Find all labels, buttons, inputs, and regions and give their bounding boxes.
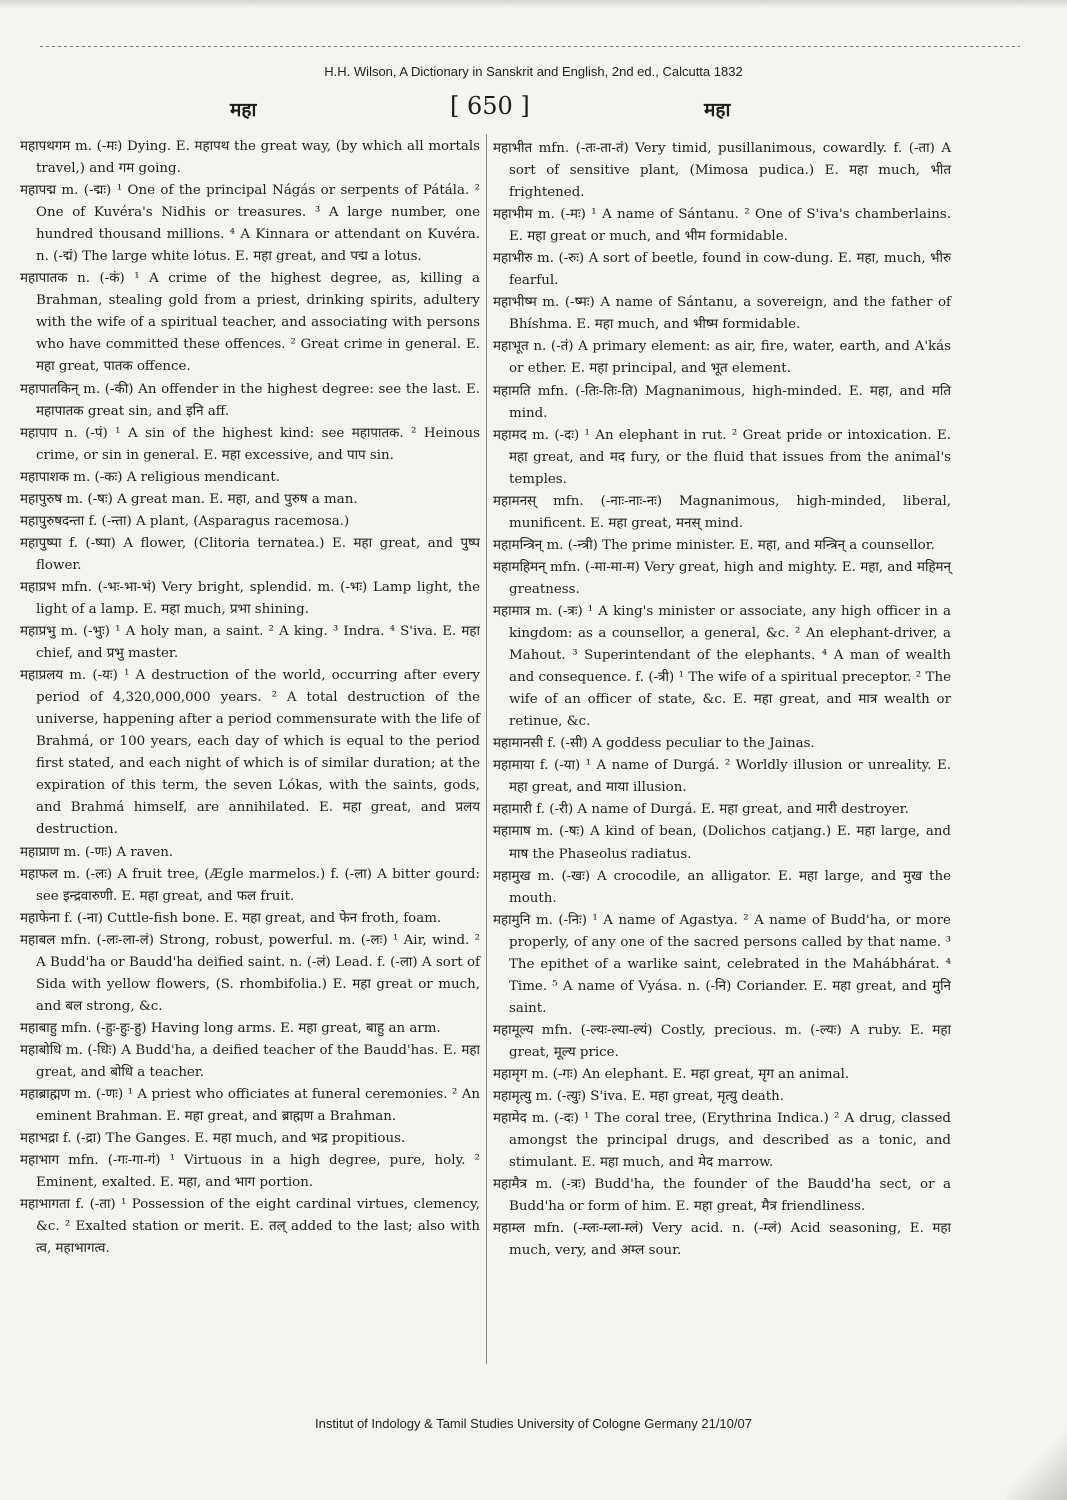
dictionary-entry: महामेद m. (-दः) ¹ The coral tree, (Erythrina Indica.) ² A drug, classed amongst the principal drugs, and described as a tonic, and stimulant. E. महा much, and मेद marrow. [493,1111,951,1171]
dictionary-entry: महापातक n. (-कं) ¹ A crime of the highest degree, as, killing a Brahman, stealing gold from a priest, drinking spirits, adultery with the wife of a spiritual teacher, and associating with persons who have committed these offences. ² Great crime in general. E. महा great, पातक offence. [20,271,480,375]
page-header [0,92,1067,126]
dictionary-entry: महाभागता f. (-ता) ¹ Possession of the eight cardinal virtues, clemency, &c. ² Exalted station or merit. E. तल् added to the last; also with त्व, महाभागत्व. [20,1197,480,1257]
dictionary-entry: महामानसी f. (-सी) A goddess peculiar to the Jainas. [493,736,815,752]
dictionary-entry: महामात्र m. (-त्रः) ¹ A king's minister or associate, any high officer in a kingdom: as a counsellor, a general, &c. ² An elephant-driver, a Mahout. ³ Superintendant of the elephants. ⁴ A man of wealth and consequence. f. (-त्री) ¹ The wife of a spiritual preceptor. ² The wife of an officer of state, &c. E. महा great, and मात्र wealth or retinue, &c. [493,603,951,730]
dictionary-entry: महामूल्य mfn. (-ल्यः-ल्या-ल्यं) Costly, precious. m. (-ल्यः) A ruby. E. महा great, मूल्य price. [493,1022,951,1060]
dictionary-entry: महामुख m. (-खः) A crocodile, an alligator. E. महा large, and मुख the mouth. [493,868,951,906]
dictionary-entry: महाप्रलय m. (-यः) ¹ A destruction of the world, occurring after every period of 4,320,000,000 years. ² A total destruction of the universe, happening after a period commensurate with the life of Brahmá, or 100 years, each day of which is equal to the period first stated, and each night of which is of similar duration; at the expiration of this term, the seven Lókas, with the saints, gods, and Brahmá himself, are annihilated. E. महा great, and प्रलय destruction. [20,668,480,838]
dictionary-entry: महापुरुष m. (-षः) A great man. E. महा, and पुरुष a man. [20,491,358,507]
dictionary-entry: महाभीत mfn. (-तः-ता-तं) Very timid, pusillanimous, cowardly. f. (-ता) A sort of sensitive plant, (Mimosa pudica.) E. महा much, भीत frightened. [493,141,951,201]
dictionary-entry: महामनस् mfn. (-नाः-नाः-नः) Magnanimous, high-minded, liberal, munificent. E. महा great, मनस् mind. [493,493,951,531]
dictionary-entry: महामद m. (-दः) ¹ An elephant in rut. ² Great pride or intoxication. E. महा great, and मद fury, or the fluid that issues from the animal's temples. [493,427,951,487]
scan-edge [0,0,1067,8]
dictionary-entry: महाभीरु m. (-रुः) A sort of beetle, found in cow-dung. E. महा, much, भीरु fearful. [493,251,951,289]
dictionary-entry: महापुरुषदन्ता f. (-न्ता) A plant, (Asparagus racemosa.) [20,513,350,529]
dictionary-entry: महामाया f. (-या) ¹ A name of Durgá. ² Worldly illusion or unreality. E. महा great, and माया illusion. [493,758,951,796]
dictionary-entry: महापाप n. (-पं) ¹ A sin of the highest kind: see महापातक. ² Heinous crime, or sin in general. E. महा excessive, and पाप sin. [20,425,480,463]
dictionary-entry: महाबोधि m. (-धिः) A Budd'ha, a deified teacher of the Baudd'has. E. महा great, and बोधि a teacher. [20,1042,480,1080]
dictionary-entry: महामति mfn. (-तिः-तिः-ति) Magnanimous, high-minded. E. महा, and मति mind. [493,383,951,421]
source-citation: H.H. Wilson, A Dictionary in Sanskrit and English, 2nd ed., Calcutta 1832 [324,64,743,79]
dictionary-entry: महाफेना f. (-ना) Cuttle-fish bone. E. महा great, and फेन froth, foam. [20,910,442,926]
dictionary-entry: महामृग m. (-गः) An elephant. E. महा great, मृग an animal. [493,1066,850,1082]
right-headword: महा [704,99,731,121]
dictionary-entry: महाभद्रा f. (-द्रा) The Ganges. E. महा much, and भद्र propitious. [20,1131,406,1147]
dictionary-entry: महापद्म m. (-द्मः) ¹ One of the principal Nágás or serpents of Pátála. ² One of Kuvéra's Nidhis or treasures. ³ A large number, one hundred thousand millions. ⁴ A Kinnara or attendant on Kuvéra. n. (-द्मं) The large white lotus. E. महा great, and पद्म a lotus. [20,183,480,265]
dictionary-entry: महाप्रभु m. (-भुः) ¹ A holy man, a saint. ² A king. ³ Indra. ⁴ S'iva. E. महा chief, and प्रभु master. [20,624,480,662]
page-curl [1007,1380,1067,1500]
left-column [20,136,480,1260]
dictionary-entry: महाबाहु mfn. (-हुः-हुः-हु) Having long arms. E. महा great, बाहु an arm. [20,1020,441,1036]
dictionary-entry: महामन्त्रिन् m. (-न्त्री) The prime minister. E. महा, and मन्त्रिन् a counsellor. [493,537,935,553]
dictionary-entry: महामैत्र m. (-त्रः) Budd'ha, the founder of the Baudd'ha sect, or a Budd'ha or form of him. E. महा great, मैत्र friendliness. [493,1177,951,1215]
dictionary-entry: महामारी f. (-री) A name of Durgá. E. महा great, and मारी destroyer. [493,802,909,818]
dictionary-entry: महामहिमन् mfn. (-मा-मा-म) Very great, high and mighty. E. महा, and महिमन् greatness. [493,559,951,597]
dictionary-entry: महाप्रभ mfn. (-भः-भा-भं) Very bright, splendid. m. (-भः) Lamp light, the light of a lamp. E. महा much, प्रभा shining. [20,579,480,617]
dictionary-entry: महाम्ल mfn. (-म्लः-म्ला-म्लं) Very acid. n. (-म्लं) Acid seasoning, E. महा much, very, and अम्ल sour. [493,1221,951,1259]
dictionary-entry: महाभीष्म m. (-ष्मः) A name of Sántanu, a sovereign, and the father of Bhíshma. E. महा much, and भीष्म formidable. [493,295,951,333]
dictionary-entry: महाभूत n. (-तं) A primary element: as air, fire, water, earth, and A'kás or ether. E. महा principal, and भूत element. [493,339,951,377]
footer-credit: Institut of Indology & Tamil Studies University of Cologne Germany 21/10/07 [315,1416,752,1431]
right-column [493,138,951,1262]
scan-line [40,46,1020,47]
page-number: [ 650 ] [450,92,530,120]
dictionary-entry: महामाष m. (-षः) A kind of bean, (Dolichos catjang.) E. महा large, and माष the Phaseolus radiatus. [493,824,951,862]
dictionary-entry: महाभीम m. (-मः) ¹ A name of Sántanu. ² One of S'iva's chamberlains. E. महा great or much, and भीम formidable. [493,207,951,245]
dictionary-entry: महापातकिन् m. (-की) An offender in the highest degree: see the last. E. महापातक great sin, and इनि aff. [20,381,480,419]
dictionary-entry: महाभाग mfn. (-गः-गा-गं) ¹ Virtuous in a high degree, pure, holy. ² Eminent, exalted. E. महा, and भाग portion. [20,1153,480,1191]
dictionary-entry: महाप्राण m. (-णः) A raven. [20,844,174,860]
left-headword: महा [230,99,257,121]
dictionary-entry: महाफल m. (-लः) A fruit tree, (Ægle marmelos.) f. (-ला) A bitter gourd: see इन्द्रवारुणी. E. महा great, and फल fruit. [20,866,480,904]
dictionary-entry: महापथगम m. (-मः) Dying. E. महापथ the great way, (by which all mortals travel,) and गम going. [20,139,480,177]
dictionary-entry: महापुष्पा f. (-ष्पा) A flower, (Clitoria ternatea.) E. महा great, and पुष्प flower. [20,535,480,573]
dictionary-entry: महामृत्यु m. (-त्युः) S'iva. E. महा great, मृत्यु death. [493,1089,785,1105]
column-divider [486,134,487,1364]
dictionary-entry: महाब्राह्मण m. (-णः) ¹ A priest who officiates at funeral ceremonies. ² An eminent Brahman. E. महा great, and ब्राह्मण a Brahman. [20,1087,480,1125]
dictionary-entry: महाबल mfn. (-लः-ला-लं) Strong, robust, powerful. m. (-लः) ¹ Air, wind. ² A Budd'ha or Baudd'ha deified saint. n. (-लं) Lead. f. (-ला) A sort of Sida with yellow flowers, (S. rhombifolia.) E. महा great or much, and बल strong, &c. [20,932,480,1014]
dictionary-entry: महापाशक m. (-कः) A religious mendicant. [20,469,281,485]
dictionary-entry: महामुनि m. (-निः) ¹ A name of Agastya. ² A name of Budd'ha, or more properly, of any one of the sacred persons called by that name. ³ The epithet of a warlike saint, celebrated in the Mahábhárat. ⁴ Time. ⁵ A name of Vyása. n. (-नि) Coriander. E. महा great, and मुनि saint. [493,912,951,1016]
